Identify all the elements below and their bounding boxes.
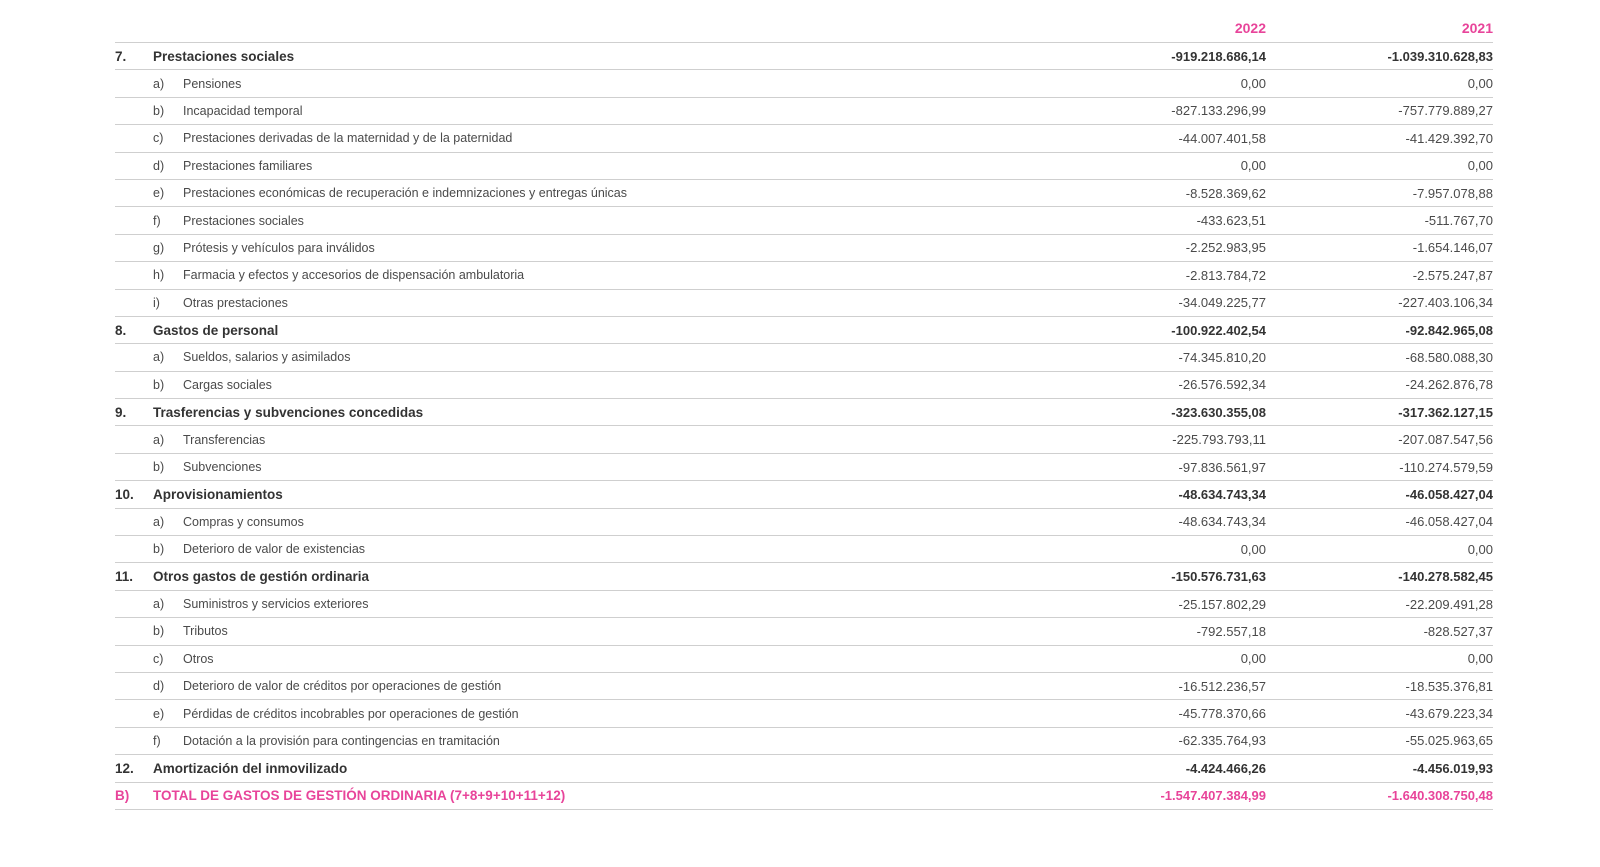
row-label: Otros <box>183 651 214 666</box>
value-2021: -43.679.223,34 <box>1405 706 1493 722</box>
table-subrow <box>115 591 1493 618</box>
value-2022: -2.813.784,72 <box>1185 267 1266 283</box>
row-label: Prestaciones derivadas de la maternidad y de la paternidad <box>183 131 513 146</box>
table-subrow <box>115 262 1493 289</box>
row-label: Trasferencias y subvenciones concedidas <box>153 404 424 420</box>
value-2021: -227.403.106,34 <box>1398 295 1493 311</box>
value-2022: -323.630.355,08 <box>1171 404 1266 420</box>
value-2022: -8.528.369,62 <box>1185 185 1266 201</box>
row-label: Tributos <box>183 624 228 639</box>
row-label: Aprovisionamientos <box>153 486 283 502</box>
value-2021: -7.957.078,88 <box>1412 185 1493 201</box>
row-label: Deterioro de valor de créditos por operaciones de gestión <box>183 679 502 694</box>
row-letter: e) <box>153 186 165 201</box>
value-2022: -16.512.236,57 <box>1178 678 1266 694</box>
row-letter: a) <box>153 76 165 91</box>
value-2021: 0,00 <box>1467 651 1493 667</box>
row-letter: b) <box>153 103 165 118</box>
value-2022: -26.576.592,34 <box>1178 377 1266 393</box>
row-letter: b) <box>153 624 165 639</box>
row-letter: e) <box>153 706 165 721</box>
row-letter: a) <box>153 350 165 365</box>
table-section-row <box>115 399 1493 426</box>
table-section-row <box>115 755 1493 782</box>
table-section-row <box>115 481 1493 508</box>
table-subrow <box>115 728 1493 755</box>
row-number: 11. <box>115 569 134 585</box>
table-subrow <box>115 426 1493 453</box>
row-label: Cargas sociales <box>183 377 272 392</box>
table-subrow <box>115 70 1493 97</box>
row-letter: a) <box>153 597 165 611</box>
row-letter: b) <box>153 542 165 557</box>
value-2022: -1.547.407.384,99 <box>1160 788 1266 804</box>
row-number: 8. <box>115 322 127 338</box>
row-label: Amortización del inmovilizado <box>153 760 348 776</box>
table-subrow <box>115 700 1493 727</box>
table-subrow <box>115 98 1493 125</box>
row-number: 7. <box>115 48 127 64</box>
value-2021: -140.278.582,45 <box>1398 569 1493 585</box>
value-2022: -25.157.802,29 <box>1178 596 1266 612</box>
row-label: Otros gastos de gestión ordinaria <box>153 569 370 585</box>
row-label: Compras y consumos <box>183 514 304 529</box>
value-2021: -24.262.876,78 <box>1405 377 1493 393</box>
table-subrow <box>115 207 1493 234</box>
expenses-table <box>115 14 1493 810</box>
value-2022: -792.557,18 <box>1196 623 1266 639</box>
table-subrow <box>115 180 1493 207</box>
row-label: Subvenciones <box>183 460 262 475</box>
value-2022: 0,00 <box>1240 158 1266 174</box>
value-2022: 0,00 <box>1240 76 1266 92</box>
value-2022: -44.007.401,58 <box>1178 130 1266 146</box>
value-2021: -317.362.127,15 <box>1398 404 1493 420</box>
row-label: Prótesis y vehículos para inválidos <box>183 240 375 255</box>
row-label: Incapacidad temporal <box>183 103 303 118</box>
value-2021: -22.209.491,28 <box>1405 596 1493 612</box>
table-subrow <box>115 646 1493 673</box>
row-letter: b) <box>153 377 165 392</box>
row-label: Pensiones <box>183 76 242 91</box>
table-subrow <box>115 509 1493 536</box>
row-letter: c) <box>153 651 164 666</box>
value-2021: -757.779.889,27 <box>1398 103 1493 119</box>
row-label: Farmacia y efectos y accesorios de dispensación ambulatoria <box>183 268 525 283</box>
table-subrow <box>115 153 1493 180</box>
row-label: Prestaciones sociales <box>153 48 295 64</box>
row-letter: b) <box>153 460 165 475</box>
value-2021: -4.456.019,93 <box>1412 760 1493 776</box>
row-letter: g) <box>153 240 165 255</box>
row-letter: c) <box>153 131 164 146</box>
row-label: Dotación a la provisión para contingencias en tramitación <box>183 733 500 748</box>
table-subrow <box>115 536 1493 563</box>
row-letter: f) <box>153 213 161 228</box>
row-label: Prestaciones sociales <box>183 213 304 228</box>
row-label: Otras prestaciones <box>183 295 288 310</box>
value-2021: -2.575.247,87 <box>1412 267 1493 283</box>
table-subrow <box>115 673 1493 700</box>
row-letter: a) <box>153 514 165 529</box>
table-header <box>115 14 1493 43</box>
value-2022: -62.335.764,93 <box>1178 733 1266 749</box>
row-letter: f) <box>153 733 161 748</box>
value-2021: -55.025.963,65 <box>1405 733 1493 749</box>
table-subrow <box>115 372 1493 399</box>
row-label: TOTAL DE GASTOS DE GESTIÓN ORDINARIA (7+8+9+10+11+12) <box>153 788 566 804</box>
table-section-row <box>115 563 1493 590</box>
value-2022: -48.634.743,34 <box>1178 514 1266 530</box>
table-subrow <box>115 454 1493 481</box>
table-subrow <box>115 618 1493 645</box>
value-2021: -68.580.088,30 <box>1405 349 1493 365</box>
row-label: Prestaciones familiares <box>183 158 313 173</box>
value-2022: -433.623,51 <box>1196 213 1266 229</box>
value-2022: -74.345.810,20 <box>1178 349 1266 365</box>
row-letter: a) <box>153 432 165 447</box>
value-2022: -34.049.225,77 <box>1178 295 1266 311</box>
table-section-row <box>115 317 1493 344</box>
value-2022: -2.252.983,95 <box>1185 240 1266 256</box>
row-number: 12. <box>115 760 134 776</box>
value-2021: -46.058.427,04 <box>1405 514 1493 530</box>
row-label: Prestaciones económicas de recuperación e indemnizaciones y entregas únicas <box>183 186 628 201</box>
table-subrow <box>115 235 1493 262</box>
row-number: B) <box>115 788 130 804</box>
row-letter: d) <box>153 158 165 173</box>
row-number: 10. <box>115 486 134 502</box>
value-2021: -92.842.965,08 <box>1405 322 1493 338</box>
value-2021: -1.039.310.628,83 <box>1387 48 1493 64</box>
column-header-2022: 2022 <box>1234 20 1266 36</box>
value-2022: -97.836.561,97 <box>1178 459 1266 475</box>
row-label: Deterioro de valor de existencias <box>183 542 366 557</box>
value-2022: -48.634.743,34 <box>1178 486 1266 502</box>
value-2022: 0,00 <box>1240 651 1266 667</box>
value-2022: 0,00 <box>1240 541 1266 557</box>
value-2022: -4.424.466,26 <box>1185 760 1266 776</box>
value-2021: -110.274.579,59 <box>1399 459 1493 475</box>
row-label: Transferencias <box>183 432 266 447</box>
value-2022: -919.218.686,14 <box>1171 48 1266 64</box>
value-2021: -511.767,70 <box>1424 213 1493 229</box>
value-2022: -45.778.370,66 <box>1178 706 1266 722</box>
row-label: Pérdidas de créditos incobrables por operaciones de gestión <box>183 706 519 721</box>
table-subrow <box>115 344 1493 371</box>
table-total-row <box>115 783 1493 810</box>
row-label: Suministros y servicios exteriores <box>183 597 369 611</box>
table-subrow <box>115 125 1493 152</box>
value-2022: -827.133.296,99 <box>1171 103 1266 119</box>
row-label: Sueldos, salarios y asimilados <box>183 350 351 365</box>
value-2021: 0,00 <box>1467 76 1493 92</box>
table-body <box>115 43 1493 810</box>
row-letter: h) <box>153 268 165 283</box>
column-header-2021: 2021 <box>1461 20 1493 36</box>
table-section-row <box>115 43 1493 70</box>
value-2021: 0,00 <box>1467 541 1493 557</box>
value-2021: -1.654.146,07 <box>1412 240 1493 256</box>
row-letter: d) <box>153 679 165 694</box>
value-2021: -207.087.547,56 <box>1398 432 1493 448</box>
row-number: 9. <box>115 404 127 420</box>
value-2021: -1.640.308.750,48 <box>1387 788 1493 804</box>
row-letter: i) <box>153 295 160 310</box>
value-2022: -150.576.731,63 <box>1171 569 1266 585</box>
value-2021: -41.429.392,70 <box>1405 130 1493 146</box>
table-subrow <box>115 290 1493 317</box>
value-2021: -18.535.376,81 <box>1405 678 1493 694</box>
value-2021: 0,00 <box>1467 158 1493 174</box>
row-label: Gastos de personal <box>153 322 279 338</box>
value-2022: -225.793.793,11 <box>1172 432 1266 448</box>
value-2021: -46.058.427,04 <box>1405 486 1493 502</box>
value-2021: -828.527,37 <box>1423 623 1493 639</box>
value-2022: -100.922.402,54 <box>1171 322 1266 338</box>
